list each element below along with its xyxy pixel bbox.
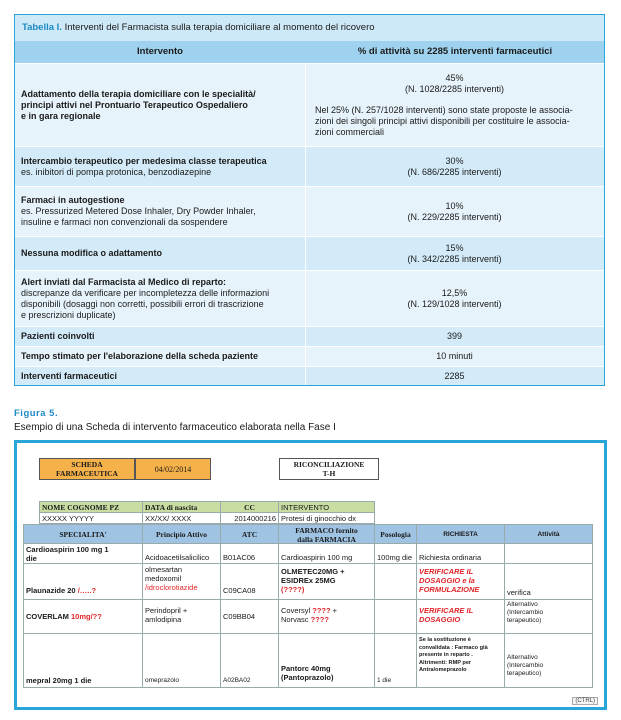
r4-specialita: mepral 20mg 1 die: [23, 634, 143, 688]
row-title: Farmaci in autogestione: [21, 195, 125, 205]
v-nome: XXXXX YYYYY: [39, 513, 143, 524]
row-value: 10% (N. 229/2285 interventi): [407, 200, 502, 222]
v-data: XX/XX/ XXXX: [143, 513, 221, 524]
r3-richiesta: VERIFICARE IL DOSAGGIO: [417, 600, 505, 634]
table-row: [15, 63, 604, 146]
r4-farmaco: Pantorc 40mg (Pantoprazolo): [279, 634, 375, 688]
r2-principio: [143, 564, 221, 600]
r2-specialita: [23, 564, 143, 600]
row-value: 15% (N. 342/2285 interventi): [407, 242, 502, 264]
table-1: [14, 14, 605, 386]
table-caption-text: Interventi del Farmacista sulla terapia domiciliare al momento del ricovero: [64, 22, 375, 33]
col-principio: Principio Attivo: [143, 524, 221, 544]
r3-farmaco: Coversyl ???? + Norvasc ????: [279, 600, 375, 634]
r4-richiesta: Se la sostituzione è convalidata : Farmaco già presente in reparto . Altrimenti: RMP per Antra/omeprazolo: [417, 634, 505, 688]
r1-atc: B01AC06: [221, 544, 279, 564]
row-value: 2285: [444, 370, 465, 381]
table-row: [15, 146, 604, 186]
row-title: Nessuna modifica o adattamento: [21, 248, 163, 258]
row-title: Adattamento della terapia domiciliare con le specialità/ principi attivi nel Prontuario Terapeutico Ospedaliero e in gara regionale: [21, 88, 256, 121]
row-title: Pazienti coinvolti: [21, 331, 95, 341]
table-row: [15, 270, 604, 326]
r2-principio-text: olmesartan medoxomil /idroclorotiazide: [145, 565, 198, 592]
r4-atc: A02BA02: [221, 634, 279, 688]
row-note: Nel 25% (N. 257/1028 interventi) sono state proposte le associa- zioni dei singoli principi attivi disponibili per costituire le associa- zioni commerciali: [315, 104, 573, 137]
table-row: [15, 186, 604, 236]
h-data: DATA di nascita: [143, 501, 221, 513]
r3-principio: Perindopril + amlodipina: [143, 600, 221, 634]
r2-specialita-text: Plaunazide 20 /…..?: [26, 586, 97, 595]
r3-attivita: Alternativo (Intercambio terapeutico): [505, 600, 593, 634]
row-title: Tempo stimato per l'elaborazione della scheda paziente: [21, 351, 259, 361]
col-posologia: Posologia: [375, 524, 417, 544]
r1-posologia: 100mg die: [375, 544, 417, 564]
row-value: 399: [446, 331, 463, 341]
header-intervento: Intervento: [137, 46, 183, 57]
r1-farmaco: Cardioaspirin 100 mg: [279, 544, 375, 564]
row-desc: es. Pressurized Metered Dose Inhaler, Dry Powder Inhaler, insuline e farmaci non convenzionali da sospendere: [21, 206, 256, 227]
r1-richiesta: Richiesta ordinaria: [417, 544, 505, 564]
r2-attivita: verifica: [505, 564, 593, 600]
table-row: [15, 346, 604, 366]
paste-options-icon[interactable]: [572, 697, 598, 705]
v-intervento: Protesi di ginocchio dx: [279, 513, 375, 524]
col-atc: ATC: [221, 524, 279, 544]
r4-posologia: 1 die: [375, 634, 417, 688]
r3-posologia: [375, 600, 417, 634]
row-desc: es. inibitori di pompa protonica, benzodiazepine: [21, 166, 212, 177]
table-row: [15, 236, 604, 270]
r3-specialita: COVERLAM 10mg/??: [23, 600, 143, 634]
scheda-date: 04/02/2014: [135, 458, 211, 480]
table-header: [15, 41, 604, 63]
row-value: 45% (N. 1028/2285 interventi): [404, 72, 505, 94]
col-farmaco: FARMACO fornito dalla FARMACIA: [279, 524, 375, 544]
scheda-title: SCHEDA FARMACEUTICA: [39, 458, 135, 480]
row-value: 12,5% (N. 129/1028 interventi): [407, 287, 502, 309]
riconciliazione-box: RICONCILIAZIONE T-H: [279, 458, 379, 480]
col-richiesta: RICHIESTA: [417, 524, 505, 544]
table-row: [15, 326, 604, 346]
row-title: Alert inviati dal Farmacista al Medico di reparto:: [21, 276, 227, 287]
r1-principio: Acidoacetilsalicilico: [143, 544, 221, 564]
ctrl-label: (CTRL): [575, 698, 595, 704]
figure-frame: [14, 440, 607, 710]
r2-richiesta: VERIFICARE IL DOSAGGIO e la FORMULAZIONE: [417, 564, 505, 600]
r4-principio: omeprazolo: [143, 634, 221, 688]
figure-label: Figura 5.: [14, 408, 59, 419]
figure-caption: Esempio di una Scheda di intervento farmaceutico elaborata nella Fase I: [14, 422, 336, 433]
row-title: Interventi farmaceutici: [21, 370, 118, 381]
r1-attivita: [505, 544, 593, 564]
h-intervento: INTERVENTO: [279, 501, 375, 513]
row-value: 10 minuti: [436, 351, 473, 361]
table-row: [15, 366, 604, 385]
col-specialita: SPECIALITA': [23, 524, 143, 544]
h-cc: CC: [221, 501, 279, 513]
v-cc: 2014000216: [221, 513, 279, 524]
r2-farmaco: OLMETEC20MG + ESIDREx 25MG (????): [279, 564, 375, 600]
r3-atc: C09BB04: [221, 600, 279, 634]
r1-specialita: Cardioaspirin 100 mg 1 die: [23, 544, 143, 564]
col-attivita: Attività: [505, 524, 593, 544]
row-value: 30% (N. 686/2285 interventi): [407, 155, 502, 177]
header-percent: % di attività su 2285 interventi farmaceutici: [357, 46, 553, 57]
row-desc: discrepanze da verificare per incompletezza delle informazioni disponibili (dosaggi non corretti, possibili errori di trascrizione e prescrizioni duplicate): [21, 287, 270, 320]
r2-atc: C09CA08: [221, 564, 279, 600]
row-title: Intercambio terapeutico per medesima classe terapeutica: [21, 155, 267, 166]
h-nome: NOME COGNOME PZ: [39, 501, 143, 513]
table-caption-label: Tabella I.: [22, 22, 62, 33]
table-caption: [15, 15, 604, 41]
r2-posologia: [375, 564, 417, 600]
r4-attivita: Alternativo (Intercambio terapeutico): [505, 634, 593, 688]
